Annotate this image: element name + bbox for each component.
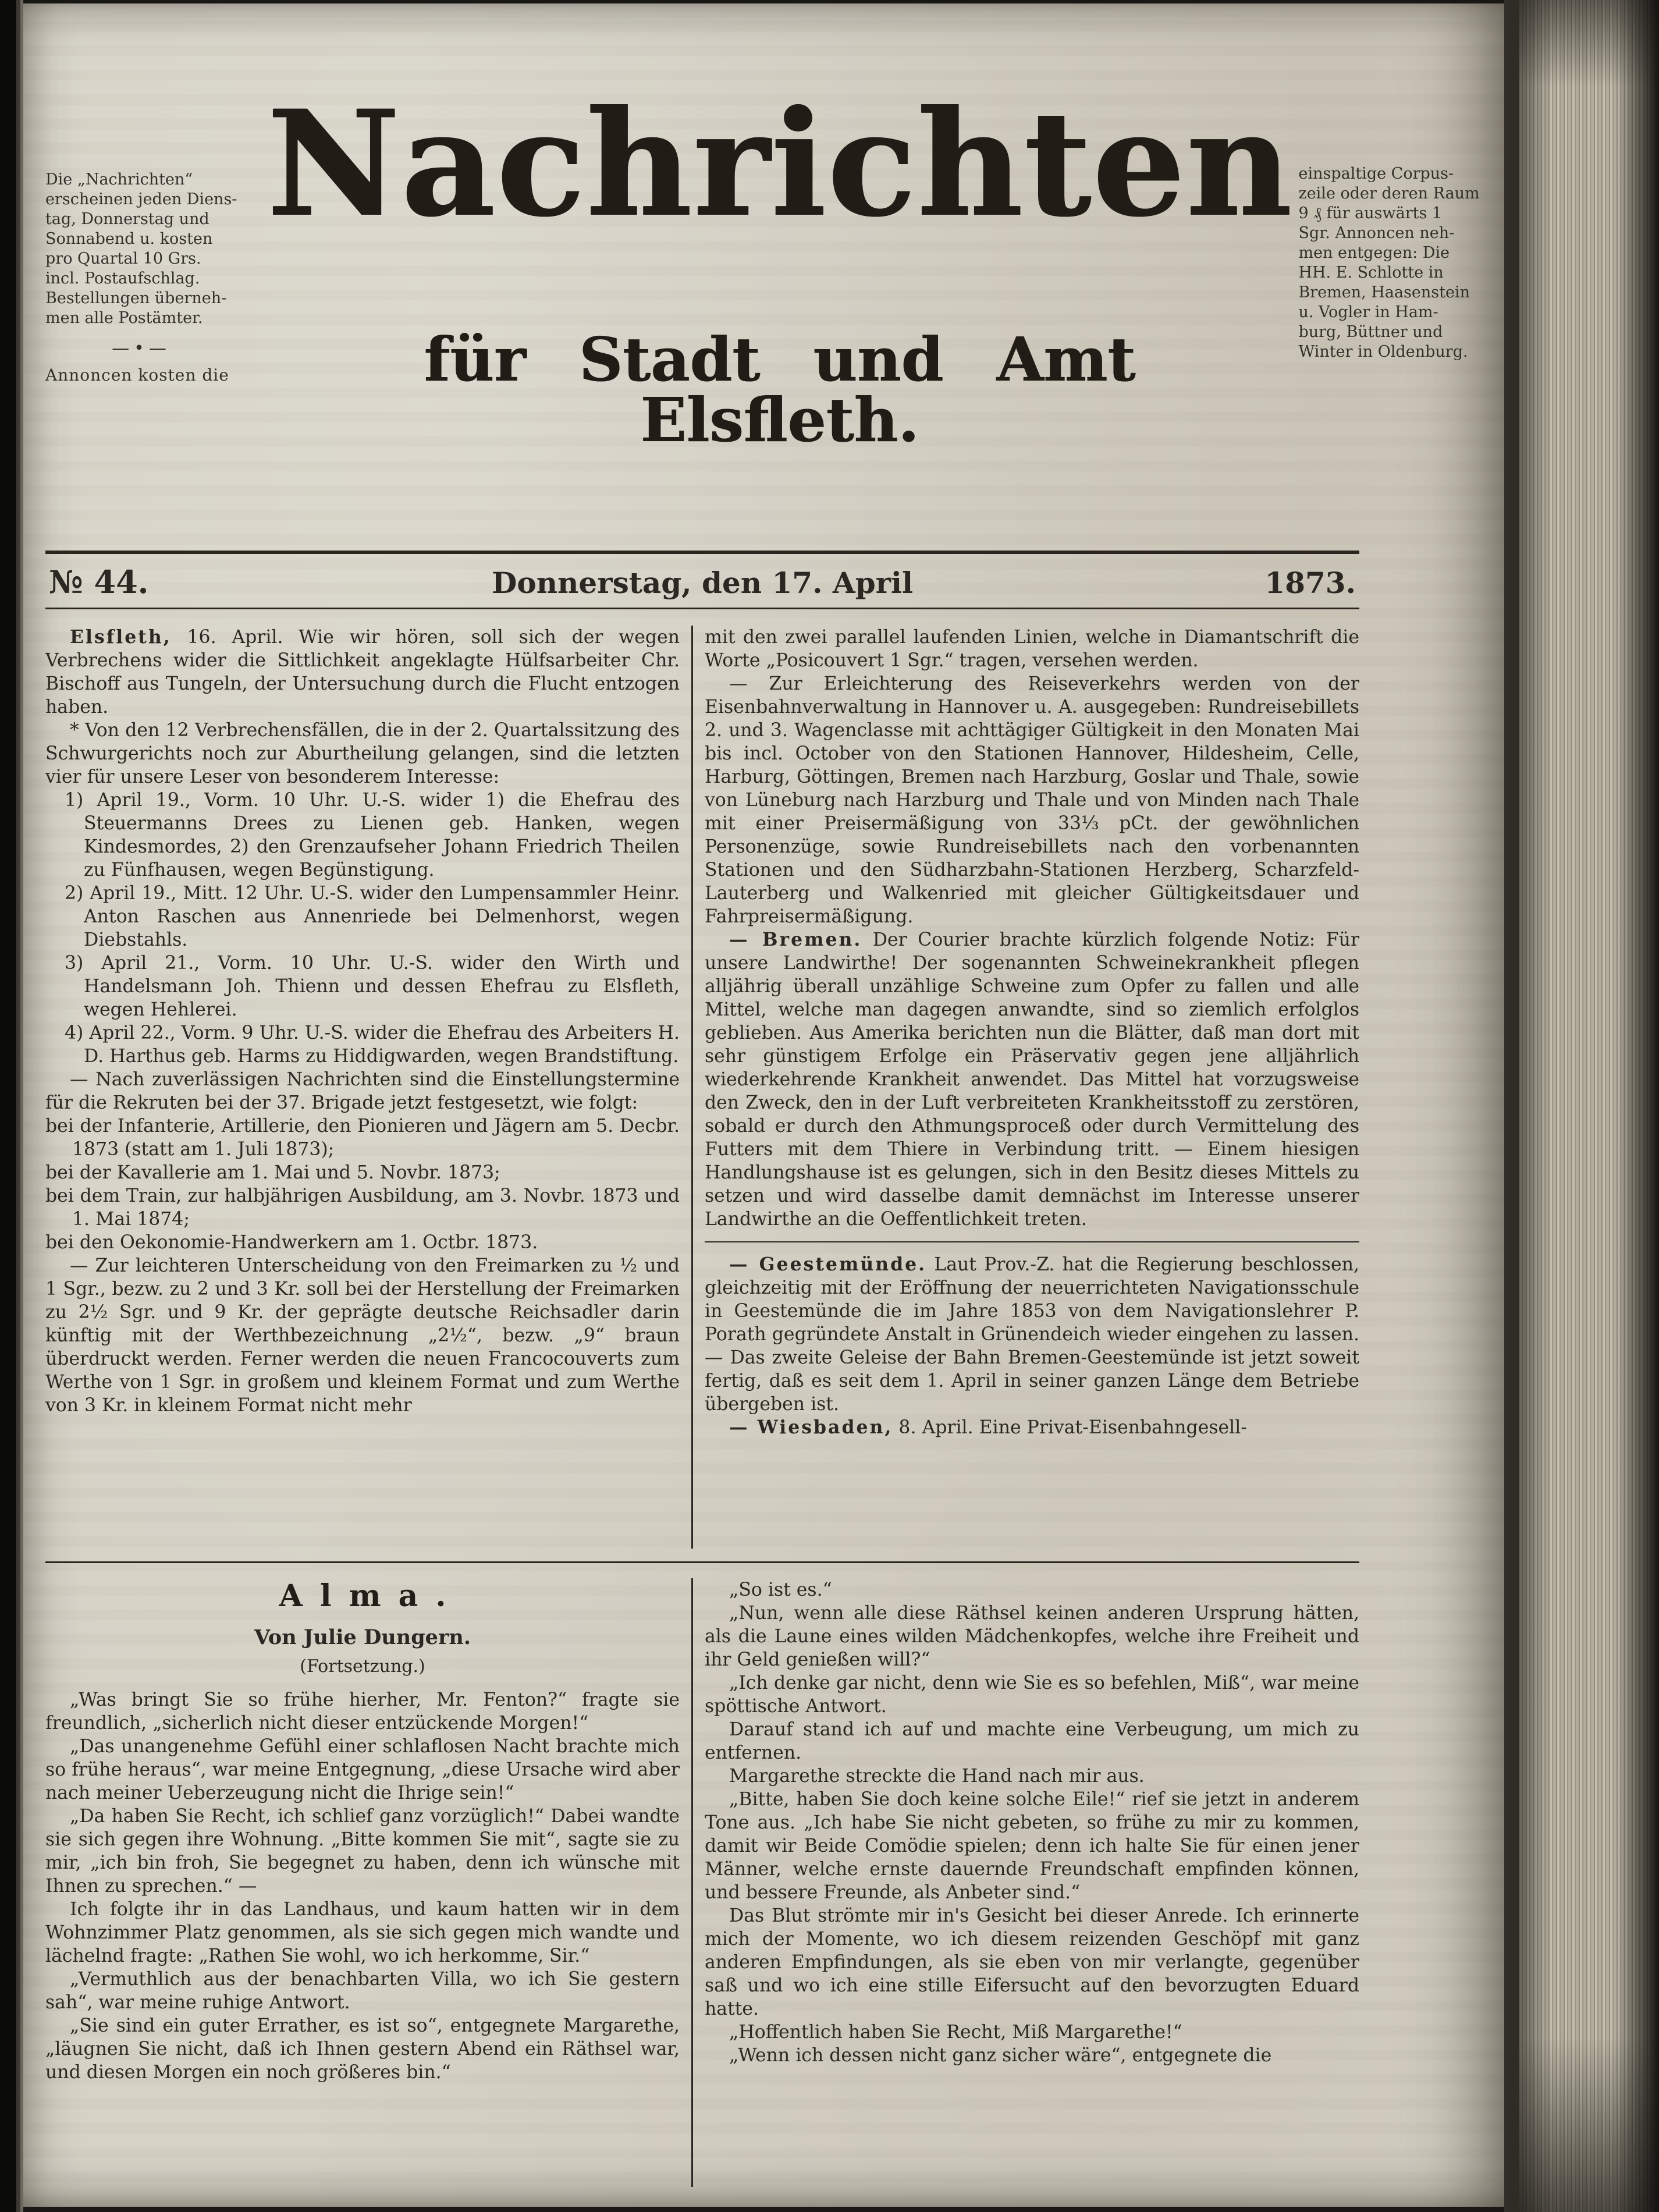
newspaper-page xyxy=(23,3,1504,2207)
news-paragraph: bei dem Train, zur halbjährigen Ausbildung, am 3. Novbr. 1873 und 1. Mai 1874; xyxy=(45,1185,680,1230)
news-column-left xyxy=(45,626,680,1549)
masthead xyxy=(45,3,1480,551)
story-paragraph: „Was bringt Sie so frühe hierher, Mr. Fenton?“ fragte sie freundlich, „sicherlich nicht dieser entzückende Morgen!“ xyxy=(45,1689,680,1734)
news-paragraph: 1) April 19., Vorm. 10 Uhr. U.-S. wider 1) die Ehefrau des Steuermanns Drees zu Lienen geb. Hanken, wegen Kindesmordes, 2) den Grenzaufseher Johann Friedrich Theilen zu Fünfhausen, wegen Begünstigung. xyxy=(65,790,680,880)
rule-below-dateline xyxy=(45,608,1359,609)
notice-line: Sgr. Annoncen neh- xyxy=(1298,224,1455,242)
issue-year: 1873. xyxy=(1264,566,1356,600)
story-paragraph: „Hoffentlich haben Sie Recht, Miß Margarethe!“ xyxy=(729,2022,1182,2043)
ornament-divider: —•— xyxy=(112,338,171,358)
annoncen-note: Annoncen kosten die xyxy=(45,365,229,385)
column-divider xyxy=(691,626,693,1549)
issue-number: № 44. xyxy=(49,563,149,601)
story-paragraph: Das Blut strömte mir in's Gesicht bei dieser Anrede. Ich erinnerte mich der Momente, wo ich diesem reizenden Geschöpf mit ganz anderen Empfindungen, als sie eben von mir verlangte, gegenüber saß und wo ich eine stille Eifersucht auf den bevorzugten Eduard hatte. xyxy=(705,1905,1359,2019)
issue-date: Donnerstag, den 17. April xyxy=(492,566,913,600)
binding-gutter-shadow xyxy=(1504,0,1519,2212)
dateline xyxy=(45,554,1359,608)
news-paragraph: 3) April 21., Vorm. 10 Uhr. U.-S. wider den Wirth und Handelsmann Joh. Thienn und dessen Ehefrau zu Elsfleth, wegen Hehlerei. xyxy=(65,953,680,1020)
notice-line: Winter in Oldenburg. xyxy=(1298,343,1468,361)
notice-line: erscheinen jeden Diens- xyxy=(45,190,237,208)
news-paragraph: — Geestemünde. Laut Prov.-Z. hat die Regierung beschlossen, gleichzeitig mit der Eröffnung der neuerrichteten Navigationsschule in Geestemünde die im Jahre 1853 von dem Navigationslehrer P. Porath gegründete Anstalt in Grünendeich wieder eingehen zu lassen. — Das zweite Geleise der Bahn Bremen-Geestemünde ist jetzt soweit fertig, daß es seit dem 1. April in seiner ganzen Länge dem Betriebe übergeben ist. xyxy=(705,1254,1359,1415)
column-divider xyxy=(691,1578,693,2187)
news-paragraph xyxy=(705,1241,1359,1242)
notice-line: 9 ₰ für auswärts 1 xyxy=(1298,204,1443,222)
story-paragraph: „Sie sind ein guter Errather, es ist so“, entgegnete Margarethe, „läugnen Sie nicht, daß ich Ihnen gestern Abend ein Räthsel war, und diesen Morgen ein noch größeres bin.“ xyxy=(45,2015,680,2083)
newspaper-subtitle: für Stadt und Amt Elsfleth. xyxy=(424,324,1136,456)
story-paragraph: „Wenn ich dessen nicht ganz sicher wäre“, entgegnete die xyxy=(729,2045,1272,2066)
masthead-right-notice xyxy=(1298,91,1504,551)
story-paragraph: Margarethe streckte die Hand nach mir aus. xyxy=(729,1766,1145,1787)
news-paragraph: — Zur Erleichterung des Reiseverkehrs werden von der Eisenbahnverwaltung in Hannover u. A. ausgegeben: Rundreisebillets 2. und 3. Wagenclasse mit achttägiger Gültigkeit in den Monaten Mai bis incl. October von den Stationen Hannover, Hildesheim, Celle, Harburg, Göttingen, Bremen nach Harzburg, Goslar und Thale, sowie von Lüneburg nach Harzburg und Thale und von Minden nach Thale mit einer Preisermäßigung von 33⅓ pCt. der gewöhnlichen Personenzüge, sowie Rundreisebillets nach den vorbenannten Stationen und den Südharzbahn-Stationen Herzberg, Scharzfeld-Lauterberg und Walkenried mit gleicher Gültigkeitsdauer und Fahrpreisermäßigung. xyxy=(705,673,1359,927)
feuilleton-left-paragraphs xyxy=(45,1688,680,2084)
subscription-notice xyxy=(45,170,261,328)
news-paragraph: — Nach zuverlässigen Nachrichten sind die Einstellungstermine für die Rekruten bei der 37. Brigade jetzt festgesetzt, wie folgt: xyxy=(45,1069,680,1113)
notice-line: tag, Donnerstag und xyxy=(45,210,209,228)
news-paragraph: 4) April 22., Vorm. 9 Uhr. U.-S. wider die Ehefrau des Arbeiters H. D. Harthus geb. Harms zu Hiddigwarden, wegen Brandstiftung. xyxy=(65,1022,680,1067)
news-paragraph: bei der Infanterie, Artillerie, den Pionieren und Jägern am 5. Decbr. 1873 (statt am 1. Juli 1873); xyxy=(45,1116,680,1160)
news-paragraph: — Bremen. Der Courier brachte kürzlich folgende Notiz: Für unsere Landwirthe! Der sogenannten Schweinekrankheit pflegen alljährig überall unzählige Schweine zum Opfer zu fallen und alle Mittel, welche man dagegen anwandte, sind so ziemlich erfolglos geblieben. Aus Amerika berichten nun die Blätter, daß man dort mit sehr günstigem Erfolge ein Präservativ gegen jene alljährlich wiederkehrende Krankheit anwendet. Das Mittel hat vorzugsweise den Zweck, den in der Luft verbreiteten Krankheitsstoff zu zerstören, sobald er durch den Athmungsproceß oder durch Vermittelung des Futters mit dem Thiere in Verbindung tritt. — Einem hiesigen Handlungshause ist es gelungen, sich in den Besitz dieses Mittels zu setzen und wird dasselbe damit demnächst im Interesse unserer Landwirthe an die Oeffentlichkeit treten. xyxy=(705,929,1359,1230)
notice-line: einspaltige Corpus- xyxy=(1298,165,1454,183)
notice-line: u. Vogler in Ham- xyxy=(1298,303,1438,321)
feuilleton-continuation: (Fortsetzung.) xyxy=(300,1656,425,1677)
story-paragraph: „Ich denke gar nicht, denn wie Sie es so befehlen, Miß“, war meine spöttische Antwort. xyxy=(705,1673,1359,1717)
feuilleton-title: Alma. xyxy=(279,1578,464,1614)
story-paragraph: „Das unangenehme Gefühl einer schlaflosen Nacht brachte mich so frühe heraus“, war meine Entgegnung, „diese Ursache wird aber nach meiner Ueberzeugung nicht die Ihrige sein!“ xyxy=(45,1736,680,1803)
story-paragraph: „Nun, wenn alle diese Räthsel keinen anderen Ursprung hätten, als die Laune eines wilden Mädchenkopfes, welche ihre Freiheit und ihr Geld genießen will?“ xyxy=(705,1603,1359,1670)
news-paragraph: bei den Oekonomie-Handwerkern am 1. Octbr. 1873. xyxy=(45,1232,538,1253)
news-paragraph: 2) April 19., Mitt. 12 Uhr. U.-S. wider den Lumpensammler Heinr. Anton Raschen aus Annenriede bei Delmenhorst, wegen Diebstahls. xyxy=(65,883,680,950)
news-section xyxy=(45,626,1359,1549)
news-paragraph: — Zur leichteren Unterscheidung von den Freimarken zu ½ und 1 Sgr., bezw. zu 2 und 3 Kr. soll bei der Herstellung der Freimarken zu 2½ Sgr. und 9 Kr. der geprägte deutsche Reichsadler darin künftig mit der Werthbezeichnung „2½“, bezw. „9“ braun überdruckt werden. Ferner werden die neuen Francocouverts zum Werthe von 1 Sgr. in großem und kleinem Format und zum Werthe von 3 Kr. in kleinem Format nicht mehr xyxy=(45,1255,680,1416)
book-page-edges xyxy=(1519,0,1659,2212)
story-paragraph: Ich folgte ihr in das Landhaus, und kaum hatten wir in dem Wohnzimmer Platz genommen, als sie sich gegen mich wandte und lächelnd fragte: „Rathen Sie wohl, wo ich herkomme, Sir.“ xyxy=(45,1899,680,1966)
news-paragraph: — Wiesbaden, 8. April. Eine Privat-Eisenbahngesell- xyxy=(729,1416,1247,1438)
story-paragraph: Darauf stand ich auf und machte eine Verbeugung, um mich zu entfernen. xyxy=(705,1719,1359,1763)
story-paragraph: „Vermuthlich aus der benachbarten Villa, wo ich Sie gestern sah“, war meine ruhige Antwort. xyxy=(45,1969,680,2013)
notice-line: HH. E. Schlotte in xyxy=(1298,264,1444,282)
notice-line: men alle Postämter. xyxy=(45,309,203,327)
notice-line: men entgegen: Die xyxy=(1298,244,1450,262)
masthead-left-notice xyxy=(45,91,261,551)
newspaper-title: Nachrichten xyxy=(267,78,1293,249)
news-paragraph: bei der Kavallerie am 1. Mai und 5. Novbr. 1873; xyxy=(45,1162,500,1183)
feuilleton-section xyxy=(45,1578,1359,2187)
notice-line: incl. Postaufschlag. xyxy=(45,269,200,287)
news-paragraph: * Von den 12 Verbrechensfällen, die in der 2. Quartalssitzung des Schwurgerichts noch zur Aburtheilung gelangen, sind die letzten vier für unsere Leser von besonderem Interesse: xyxy=(45,720,680,787)
book-left-edge xyxy=(0,0,23,2212)
notice-line: Sonnabend u. kosten xyxy=(45,230,213,248)
advert-rates-notice xyxy=(1298,164,1504,362)
notice-line: Bremen, Haasenstein xyxy=(1298,283,1470,301)
feuilleton-rule xyxy=(45,1561,1359,1563)
story-paragraph: „Da haben Sie Recht, ich schlief ganz vorzüglich!“ Dabei wandte sie sich gegen ihre Wohnung. „Bitte kommen Sie mit“, sagte sie zu mir, „ich bin froh, Sie begegnet zu haben, denn ich wünsche mit Ihnen zu sprechen.“ — xyxy=(45,1806,680,1897)
story-paragraph: „Bitte, haben Sie doch keine solche Eile!“ rief sie jetzt in anderem Tone aus. „Ich habe Sie nicht gebeten, so frühe zu mir zu kommen, damit wir Beide Comödie spielen; denn ich halte Sie für einen jener Männer, welche ernste dauernde Freundschaft empfinden können, und bessere Freunde, als Anbeter sind.“ xyxy=(705,1789,1359,1903)
feuilleton-author: Von Julie Dungern. xyxy=(254,1625,471,1649)
page-content xyxy=(45,3,1480,2207)
news-paragraph: Elsfleth, 16. April. Wie wir hören, soll sich der wegen Verbrechens wider die Sittlichkeit angeklagte Hülfsarbeiter Chr. Bischoff aus Tungeln, der Untersuchung durch die Flucht entzogen haben. xyxy=(45,626,680,718)
notice-line: Die „Nachrichten“ xyxy=(45,171,193,189)
story-paragraph: „So ist es.“ xyxy=(729,1579,832,1600)
news-paragraph: mit den zwei parallel laufenden Linien, welche in Diamantschrift die Worte „Posicouvert 1 Sgr.“ tragen, versehen werden. xyxy=(705,627,1359,671)
notice-line: pro Quartal 10 Grs. xyxy=(45,250,201,268)
feuilleton-column-right xyxy=(705,1578,1359,2187)
notice-line: zeile oder deren Raum xyxy=(1298,184,1480,203)
notice-line: Bestellungen überneh- xyxy=(45,289,227,307)
news-column-right xyxy=(705,626,1359,1549)
masthead-center xyxy=(267,78,1293,551)
feuilleton-column-left xyxy=(45,1578,680,2187)
notice-line: burg, Büttner und xyxy=(1298,323,1443,341)
